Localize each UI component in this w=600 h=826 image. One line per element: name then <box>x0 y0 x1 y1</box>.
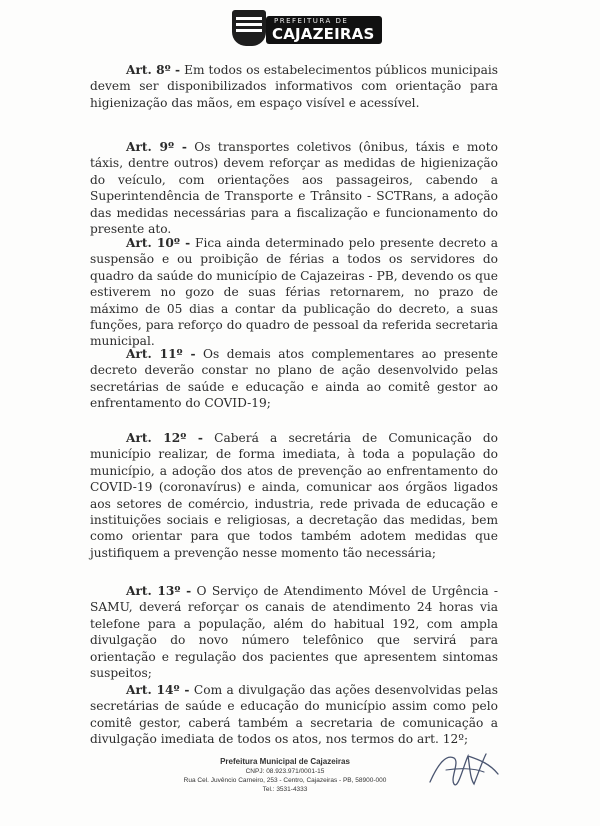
article-9 <box>90 139 498 237</box>
article-text: Os demais atos complementares ao presente decreto deverão constar no plano de ação desenvolvido pelas secretárias de saúde e educação e ainda ao comitê gestor ao enfrentamento do COVID-19; <box>90 347 498 411</box>
article-11 <box>90 346 498 412</box>
article-8 <box>90 62 498 111</box>
footer-phone: Tel.: 3531-4333 <box>262 786 308 793</box>
article-text: Em todos os estabelecimentos públicos municipais devem ser disponibilizados informativos com orientação para higienização das mãos, em espaço visível e acessível. <box>90 63 498 110</box>
footer-address: Rua Cel. Juvêncio Carneiro, 253 - Centro, Cajazeiras - PB, 58900-000 <box>183 777 387 784</box>
article-label: Art. 14º - <box>126 683 190 697</box>
article-label: Art. 8º - <box>126 63 181 77</box>
article-10 <box>90 235 498 350</box>
logo-prefix: PREFEITURA DE <box>274 17 349 25</box>
article-label: Art. 12º - <box>126 431 203 445</box>
footer-cnpj: CNPJ: 08.923.971/0001-15 <box>245 768 325 775</box>
article-label: Art. 9º - <box>126 140 187 154</box>
article-label: Art. 11º - <box>126 347 196 361</box>
signature-icon <box>424 744 504 794</box>
article-text: Caberá a secretária de Comunicação do município realizar, de forma imediata, à toda a população do município, a adoção dos atos de prevenção ao enfrentamento do COVID-19 (coronavírus) e ainda, comunicar aos órgãos ligados aos setores de comércio, industria, rede privada de educação e instituições sociais e religiosas, a decretação das medidas, bem como orientar para que todos também adotem medidas que justifiquem a prevenção nesse momento tão necessária; <box>90 431 498 560</box>
coat-of-arms-icon <box>232 10 266 46</box>
article-text: Fica ainda determinado pelo presente decreto a suspensão e ou proibição de férias a todos os servidores do quadro da saúde do município de Cajazeiras - PB, devendo os que estiverem no gozo de suas férias retornarem, no prazo de máximo de 05 dias a contar da publicação do decreto, a suas funções, para reforço do quadro de pessoal da referida secretaria municipal. <box>90 236 498 349</box>
footer <box>150 757 420 794</box>
footer-name: Prefeitura Municipal de Cajazeiras <box>220 757 350 766</box>
article-label: Art. 10º - <box>126 236 191 250</box>
article-text: Com a divulgação das ações desenvolvidas pelas secretárias de saúde e educação do município assim como pelo comitê gestor, caberá também a secretaria de comunicação a divulgação imediata de todos os atos, nos termos do art. 12º; <box>90 683 498 747</box>
article-text: O Serviço de Atendimento Móvel de Urgência - SAMU, deverá reforçar os canais de atendimento 24 horas via telefone para a população, além do habitual 192, com ampla divulgação do novo número telefônico que servirá para orientação e regulação dos pacientes que apresentem sintomas suspeitos; <box>90 584 499 681</box>
article-14 <box>90 682 498 748</box>
city-hall-logo <box>232 10 382 46</box>
article-label: Art. 13º - <box>126 584 192 598</box>
logo-city: CAJAZEIRAS <box>272 25 375 43</box>
article-12 <box>90 430 498 561</box>
article-13 <box>90 583 498 681</box>
article-text: Os transportes coletivos (ônibus, táxis e moto táxis, dentre outros) devem reforçar as medidas de higienização do veículo, com orientações aos passageiros, cabendo a Superintendência de Transporte e Trânsito - SCTRans, a adoção das medidas necessárias para a fiscalização e funcionamento do presente ato. <box>90 140 498 237</box>
